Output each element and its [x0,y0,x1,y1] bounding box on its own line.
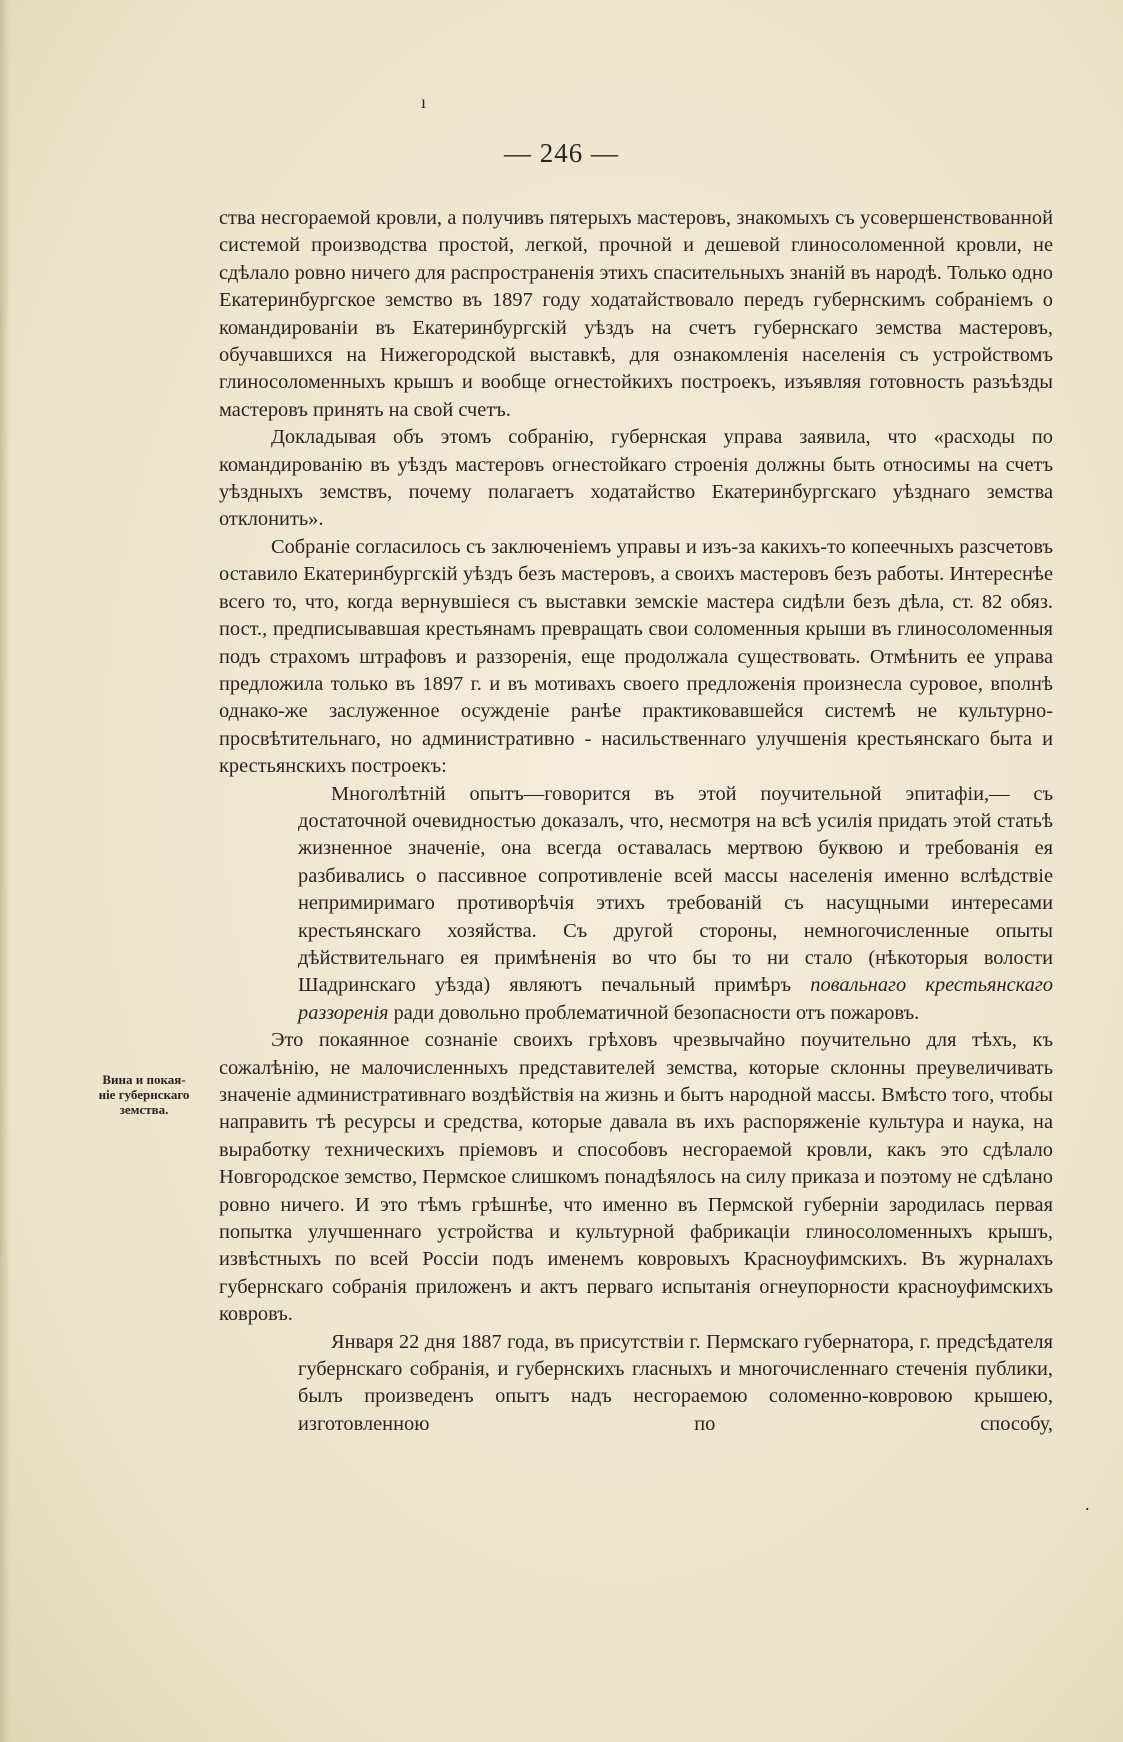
page-number: — 246 — [504,138,619,168]
paragraph-1: ства несгораемой кровли, а получивъ пятерыхъ мастеровъ, знакомыхъ съ усовершенствованной системой производства простой, легкой, прочной и дешевой глиносоломенной кровли, не сдѣлало ровно ничего для распространенія этихъ спасительныхъ знаній въ народѣ. Только одно Екатеринбургское земство въ 1897 году ходатайствовало передъ губернскимъ собраніемъ о командированіи въ Екатеринбургскій уѣздъ на счетъ губернскаго земства мастеровъ, обучавшихся на Нижегородской выставкѣ, для ознакомленія населенія съ устройствомъ глиносоломенныхъ крышъ и вообще огнестойкихъ построекъ, изъявляя готовность разъѣзды мастеровъ принять на свой счетъ. [219,207,1053,421]
body-text [219,205,1053,1438]
stray-mark: . [1085,1494,1090,1514]
quotation-emphasis: повальнаго крестьянскаго раззоренія [298,974,1053,1024]
top-mark: ı [421,92,427,112]
paragraph-4: Это покаянное сознаніе своихъ грѣховъ чрезвычайно поучительно для тѣхъ, къ сожалѣнію, не малочисленныхъ представителей земства, которые склонны преувеличивать значеніе административнаго воздѣйствія на жизнь и бытъ народной массы. Вмѣсто того, чтобы направить тѣ ресурсы и средства, которые давала въ ихъ распоряженіе культура и наука, на выработку техническихъ пріемовъ и способовъ несгораемой кровли, какъ это сдѣлало Новгородское земство, Пермское слишкомъ понадѣялось на силу приказа и поэтому не сдѣлано ровно ничего. И это тѣмъ грѣшнѣе, что именно въ Пермской губерніи зародилась первая попытка улучшеннаго устройства и культурной фабрикаціи глиносоломенныхъ крышъ, извѣстныхъ по всей Россіи подъ именемъ ковровыхъ Красноуфимскихъ. Въ журналахъ губернскаго собранія приложенъ и актъ перваго испытанія огнеупорности красноуфимскихъ ковровъ. [219,1029,1053,1326]
page-edge-shadow [0,0,10,1742]
margin-note-line: земства. [119,1102,169,1117]
quotation-part-a: Многолѣтній опытъ—говорится въ этой поучительной эпитафіи,— съ достаточной очевидностью доказалъ, что, несмотря на всѣ усилія придать этой статьѣ жизненное значеніе, она всегда оставалась мертвою буквою и требованія ея разбивались о пассивное сопротивленіе всей массы населенія именно вслѣдствіе непримиримаго противорѣчія этихъ требованій съ насущными интересами крестьянскаго хозяйства. Съ другой стороны, немногочисленные опыты дѣйствительнаго ея примѣненія во что бы то ни стало (нѣкоторыя волости Шадринскаго уѣзда) являютъ печальный примѣръ [298,782,1053,997]
paragraph-2: Докладывая объ этомъ собранію, губернская управа заявила, что «расходы по командированію въ уѣздъ мастеровъ огнестойкаго строенія должны быть относимы на счетъ уѣздныхъ земствъ, почему полагаетъ ходатайство Екатеринбургскаго уѣзднаго земства отклонить». [219,426,1053,531]
margin-note-line: ніе губернскаго [98,1087,190,1102]
margin-note-line: Вина и покая- [102,1072,186,1087]
quotation-part-b: ради довольно проблематичной безопасности отъ пожаровъ. [393,1001,920,1024]
margin-note [64,1072,224,1117]
quotation-text [298,781,1053,1028]
paragraph-5: Января 22 дня 1887 года, въ присутствіи г. Пермскаго губернатора, г. предсѣдателя губернскаго собранія, и губернскихъ гласныхъ и многочисленнаго стеченія публики, былъ произведенъ опытъ надъ несгораемою соломенно-ковровою крышею, изготовленною по способу, [298,1330,1053,1435]
quotation-block-2 [298,1329,1053,1439]
paragraph-3: Собраніе согласилось съ заключеніемъ управы и изъ-за какихъ-то копеечныхъ разсчетовъ оставило Екатеринбургскій уѣздъ безъ мастеровъ, а своихъ мастеровъ безъ работы. Интереснѣе всего то, что, когда вернувшіеся съ выставки земскіе мастера сидѣли безъ дѣла, ст. 82 обяз. пост., предписывавшая крестьянамъ превращать свои соломенныя крыши въ глиносоломенныя подъ страхомъ штрафовъ и раззоренія, еще продолжала существовать. Отмѣнить ее управа предложила только въ 1897 г. и въ мотивахъ своего предложенія произнесла суровое, вполнѣ однако-же заслуженное осужденіе ранѣе практиковавшейся системѣ не культурно-просвѣтительнаго, но административно - насильственнаго улучшенія крестьянскаго быта и крестьянскихъ построекъ: [219,535,1053,778]
quotation-block [298,781,1053,1028]
